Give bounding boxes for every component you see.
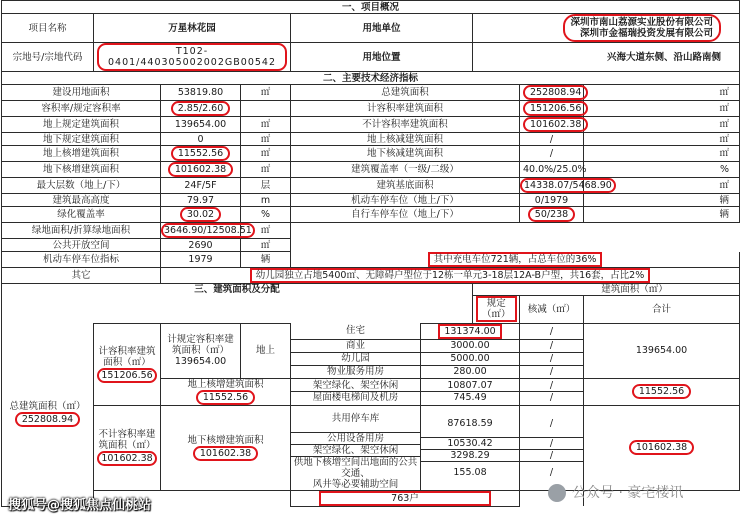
indicator-label: 建筑基底面积 xyxy=(291,178,520,194)
reduce-value xyxy=(520,378,584,405)
indicator-unit: ㎡ xyxy=(241,117,291,133)
parking-garage-label: 共用停车库 xyxy=(291,406,420,433)
units-boxed: 763户 xyxy=(319,491,491,506)
indicator-unit xyxy=(241,101,291,117)
above-ground-label: 地上 xyxy=(241,323,291,378)
indicator-value xyxy=(161,162,241,178)
public-aux-line-1: 供地下核增空间出地面的公共交通、 xyxy=(293,456,418,479)
indicator-unit: 辆 xyxy=(584,194,740,207)
reduce-slash: / xyxy=(520,450,583,462)
reduce-header: 核减（㎡） xyxy=(520,295,584,323)
green-coverage-circled: 30.02 xyxy=(180,207,221,222)
table-row xyxy=(2,14,740,43)
indicator-label: 最大层数（地上/下） xyxy=(2,178,161,194)
above-increase-total-circled: 11552.56 xyxy=(632,384,691,399)
land-user-company-1: 深圳市南山荔源实业股份有限公司 xyxy=(570,17,714,28)
public-aux-line-2: 风井等必要辅助空间 xyxy=(312,478,399,490)
underground-increase-circled: 101602.38 xyxy=(193,446,258,461)
indicator-unit: ㎡ xyxy=(241,239,291,252)
rule-header xyxy=(473,295,520,323)
indicator-label: 总建筑面积 xyxy=(291,85,520,101)
project-name-label: 项目名称 xyxy=(2,14,94,43)
indicator-unit: % xyxy=(241,207,291,223)
indicator-label: 不计容积率建筑面积 xyxy=(291,117,520,133)
watermark-left: 搜狐号@搜狐焦点仙桃站 xyxy=(8,498,152,513)
indicator-value xyxy=(161,207,241,223)
function-name: 住宅 xyxy=(291,323,421,339)
indicator-value: 0/1979 xyxy=(520,194,584,207)
indicator-label: 地下规定建筑面积 xyxy=(2,133,161,146)
other-value-cell xyxy=(161,267,740,283)
indicator-unit: ㎡ xyxy=(241,85,291,101)
non-far-cell xyxy=(94,405,161,490)
indicator-label: 计容积率建筑面积 xyxy=(291,101,520,117)
reduce-value xyxy=(520,405,584,490)
reduce-value: / xyxy=(520,352,584,365)
watermark-right xyxy=(548,482,683,502)
land-location-label: 用地位置 xyxy=(291,43,473,72)
far-area-circled: 151206.56 xyxy=(523,101,588,116)
indicator-label: 绿地面积/折算绿地面积 xyxy=(2,223,161,239)
reduce-value: / xyxy=(520,339,584,352)
indicator-value: / xyxy=(520,133,584,146)
indicator-label: 机动车停车位（地上/下） xyxy=(291,194,520,207)
parking-index-value: 1979 xyxy=(161,252,241,268)
indicator-label: 自行车停车位（地上/下） xyxy=(291,207,520,223)
indicator-label: 地下核增建筑面积 xyxy=(2,162,161,178)
indicator-unit: ㎡ xyxy=(584,146,740,162)
table-row xyxy=(2,85,740,101)
indicator-unit: 层 xyxy=(241,178,291,194)
indicator-label: 建筑最高高度 xyxy=(2,194,161,207)
roof-stair-label: 屋面楼电梯间及机房 xyxy=(312,392,399,403)
table-row xyxy=(2,323,740,339)
watermark-right-text: 公众号 · 豪宅楼讯 xyxy=(572,485,684,501)
above-increase-total xyxy=(584,378,740,405)
indicator-value: 24F/5F xyxy=(161,178,241,194)
indicator-label: 地上规定建筑面积 xyxy=(2,117,161,133)
public-aux-label xyxy=(291,457,420,490)
roof-stair-value: 745.49 xyxy=(453,392,487,403)
indicator-label: 地上核增建筑面积 xyxy=(2,146,161,162)
indicator-value: 0 xyxy=(161,133,241,146)
indicator-unit: ㎡ xyxy=(241,162,291,178)
indicator-value: 79.97 xyxy=(161,194,241,207)
table-row xyxy=(2,223,740,239)
section-1-title: 一、项目概况 xyxy=(2,1,740,14)
rule-area-label: 计规定容积率建筑面积（㎡） xyxy=(167,334,234,356)
function-name: 物业服务用房 xyxy=(291,365,421,378)
indicator-label: 公共开放空间 xyxy=(2,239,161,252)
underground-increase-cell xyxy=(161,405,291,490)
reduce-slash: / xyxy=(520,411,583,438)
table-row xyxy=(2,146,740,162)
wechat-logo-icon xyxy=(548,484,566,502)
indicator-unit: % xyxy=(584,162,740,178)
table-row xyxy=(2,133,740,146)
indicator-unit: ㎡ xyxy=(584,101,740,117)
indicator-label: 建设用地面积 xyxy=(2,85,161,101)
function-name xyxy=(291,378,421,405)
indicator-value: 40.0%/25.0% xyxy=(520,162,584,178)
indicator-label: 容积率/规定容积率 xyxy=(2,101,161,117)
land-user-value xyxy=(473,14,740,43)
land-location-value: 兴海大道东侧、沿山路南侧 xyxy=(473,43,740,72)
indicator-label: 地上核减建筑面积 xyxy=(291,133,520,146)
other-note-boxed: 幼儿园独立占地5400㎡、无障碍户型位于12栋一单元3-18层12A-B户型，共16套，占比2% xyxy=(250,268,650,283)
table-row xyxy=(2,267,740,283)
other-label: 其它 xyxy=(2,267,161,283)
overhead-green-value: 10807.07 xyxy=(421,380,519,392)
charging-parking-note: 其中充电车位721辆，占总车位的36% xyxy=(428,252,603,267)
rule-value xyxy=(421,323,520,339)
equipment-room-label: 公用设备用房 xyxy=(291,433,420,445)
area-header: 建筑面积（㎡） xyxy=(473,283,740,295)
footprint-area-circled: 14338.07/5468.90 xyxy=(520,178,616,193)
land-user-company-2: 深圳市金福瑞投资发展有限公司 xyxy=(580,28,714,39)
total-area-label: 总建筑面积（㎡） xyxy=(9,401,86,413)
indicator-unit: ㎡ xyxy=(241,133,291,146)
rule-value xyxy=(421,378,520,405)
non-far-circled: 101602.38 xyxy=(97,451,156,466)
indicator-unit: m xyxy=(241,194,291,207)
table-row xyxy=(2,252,740,268)
indicator-unit: ㎡ xyxy=(584,85,740,101)
reduce-slash: / xyxy=(520,438,583,450)
bike-parking-circled: 50/238 xyxy=(528,207,575,222)
parcel-code-value xyxy=(94,43,291,72)
reduce-slash: / xyxy=(549,467,554,478)
indicator-value: 139654.00 xyxy=(161,117,241,133)
total-area-cell xyxy=(2,323,94,506)
indicator-unit: ㎡ xyxy=(241,223,291,239)
far-area-cell xyxy=(94,323,161,405)
above-ground-increase-circled: 11552.56 xyxy=(171,146,230,161)
indicator-value xyxy=(520,101,584,117)
indicator-value xyxy=(161,223,252,239)
table-row xyxy=(2,405,740,490)
land-user-label: 用地单位 xyxy=(291,14,473,43)
underground-total xyxy=(584,405,740,490)
total-area-circled: 252808.94 xyxy=(523,85,588,100)
rule-header-boxed: 规定（㎡） xyxy=(476,296,517,322)
residential-area-boxed: 131374.00 xyxy=(438,324,501,339)
rule-value: 3000.00 xyxy=(421,339,520,352)
table-row xyxy=(2,101,740,117)
far-area-circled-2: 151206.56 xyxy=(97,368,156,383)
function-name: 商业 xyxy=(291,339,421,352)
rule-area-cell xyxy=(161,323,241,378)
green-area-circled: 3646.90/12508.51 xyxy=(161,223,255,238)
indicator-value xyxy=(161,146,241,162)
units-cell xyxy=(291,490,520,506)
table-row xyxy=(2,194,740,207)
function-name: 幼儿园 xyxy=(291,352,421,365)
overhead-green-label: 架空绿化、架空休闲 xyxy=(291,380,420,392)
indicator-value xyxy=(520,85,584,101)
non-far-label: 不计容积率建筑面积（㎡） xyxy=(98,429,156,451)
indicator-label: 绿化覆盖率 xyxy=(2,207,161,223)
overhead-green-label-2: 架空绿化、架空休闲 xyxy=(291,445,420,457)
table-row xyxy=(2,207,740,223)
parcel-code-label: 宗地号/宗地代码 xyxy=(2,43,94,72)
indicator-unit: ㎡ xyxy=(584,117,740,133)
underground-increase-circled: 101602.38 xyxy=(168,162,233,177)
indicator-value: 53819.80 xyxy=(161,85,241,101)
indicator-unit: ㎡ xyxy=(584,178,740,194)
underground-increase-label: 地下核增建筑面积 xyxy=(187,434,264,446)
indicator-unit: ㎡ xyxy=(241,146,291,162)
parking-garage-value: 87618.59 xyxy=(421,411,519,438)
rule-area-value: 139654.00 xyxy=(174,356,227,367)
parcel-code-text: T102-0401/440305002002GB00542 xyxy=(107,46,276,68)
underground-total-circled: 101602.38 xyxy=(629,440,694,455)
overhead-green-value-2: 3298.29 xyxy=(421,450,519,462)
indicator-unit: ㎡ xyxy=(584,133,740,146)
above-increase-cell xyxy=(161,378,291,405)
far-circled: 2.85/2.60 xyxy=(171,101,231,116)
indicator-value xyxy=(520,178,612,194)
public-aux-value: 155.08 xyxy=(453,467,487,478)
section-2-title: 二、主要技术经济指标 xyxy=(2,72,740,85)
indicator-value: 2690 xyxy=(161,239,241,252)
reduce-slash: / xyxy=(549,392,554,403)
rule-value: 5000.00 xyxy=(421,352,520,365)
reduce-value: / xyxy=(520,323,584,339)
above-ground-total: 139654.00 xyxy=(584,323,740,378)
indicator-value: / xyxy=(520,146,584,162)
blank-cell xyxy=(291,223,740,252)
total-area-circled-2: 252808.94 xyxy=(15,412,80,427)
far-area-label: 计容积率建筑面积（㎡） xyxy=(98,345,156,368)
parking-note-cell xyxy=(291,252,740,268)
table-row xyxy=(2,162,740,178)
reduce-value: / xyxy=(520,365,584,378)
table-row xyxy=(2,178,740,194)
section-3-title: 三、建筑面积及分配 xyxy=(2,283,473,323)
parking-index-unit: 辆 xyxy=(241,252,291,268)
function-name xyxy=(291,405,421,490)
parking-index-label: 机动车停车位指标 xyxy=(2,252,161,268)
rule-value xyxy=(421,405,520,490)
equipment-room-value: 10530.42 xyxy=(421,438,519,450)
project-data-table xyxy=(1,0,740,507)
indicator-unit: 辆 xyxy=(584,207,740,223)
table-row xyxy=(2,117,740,133)
above-increase-circled: 11552.56 xyxy=(196,390,255,405)
indicator-value xyxy=(520,117,584,133)
rule-value: 280.00 xyxy=(421,365,520,378)
above-increase-label: 地上核增建筑面积 xyxy=(187,378,264,390)
indicator-label: 建筑覆盖率（一级/二级） xyxy=(291,162,520,178)
total-header: 合计 xyxy=(584,295,740,323)
indicator-value xyxy=(161,101,241,117)
project-name-value: 万星林花园 xyxy=(94,14,291,43)
non-far-area-circled: 101602.38 xyxy=(523,117,588,132)
reduce-slash: / xyxy=(520,380,583,392)
table-row xyxy=(2,43,740,72)
indicator-value xyxy=(520,207,584,223)
indicator-label: 地下核减建筑面积 xyxy=(291,146,520,162)
